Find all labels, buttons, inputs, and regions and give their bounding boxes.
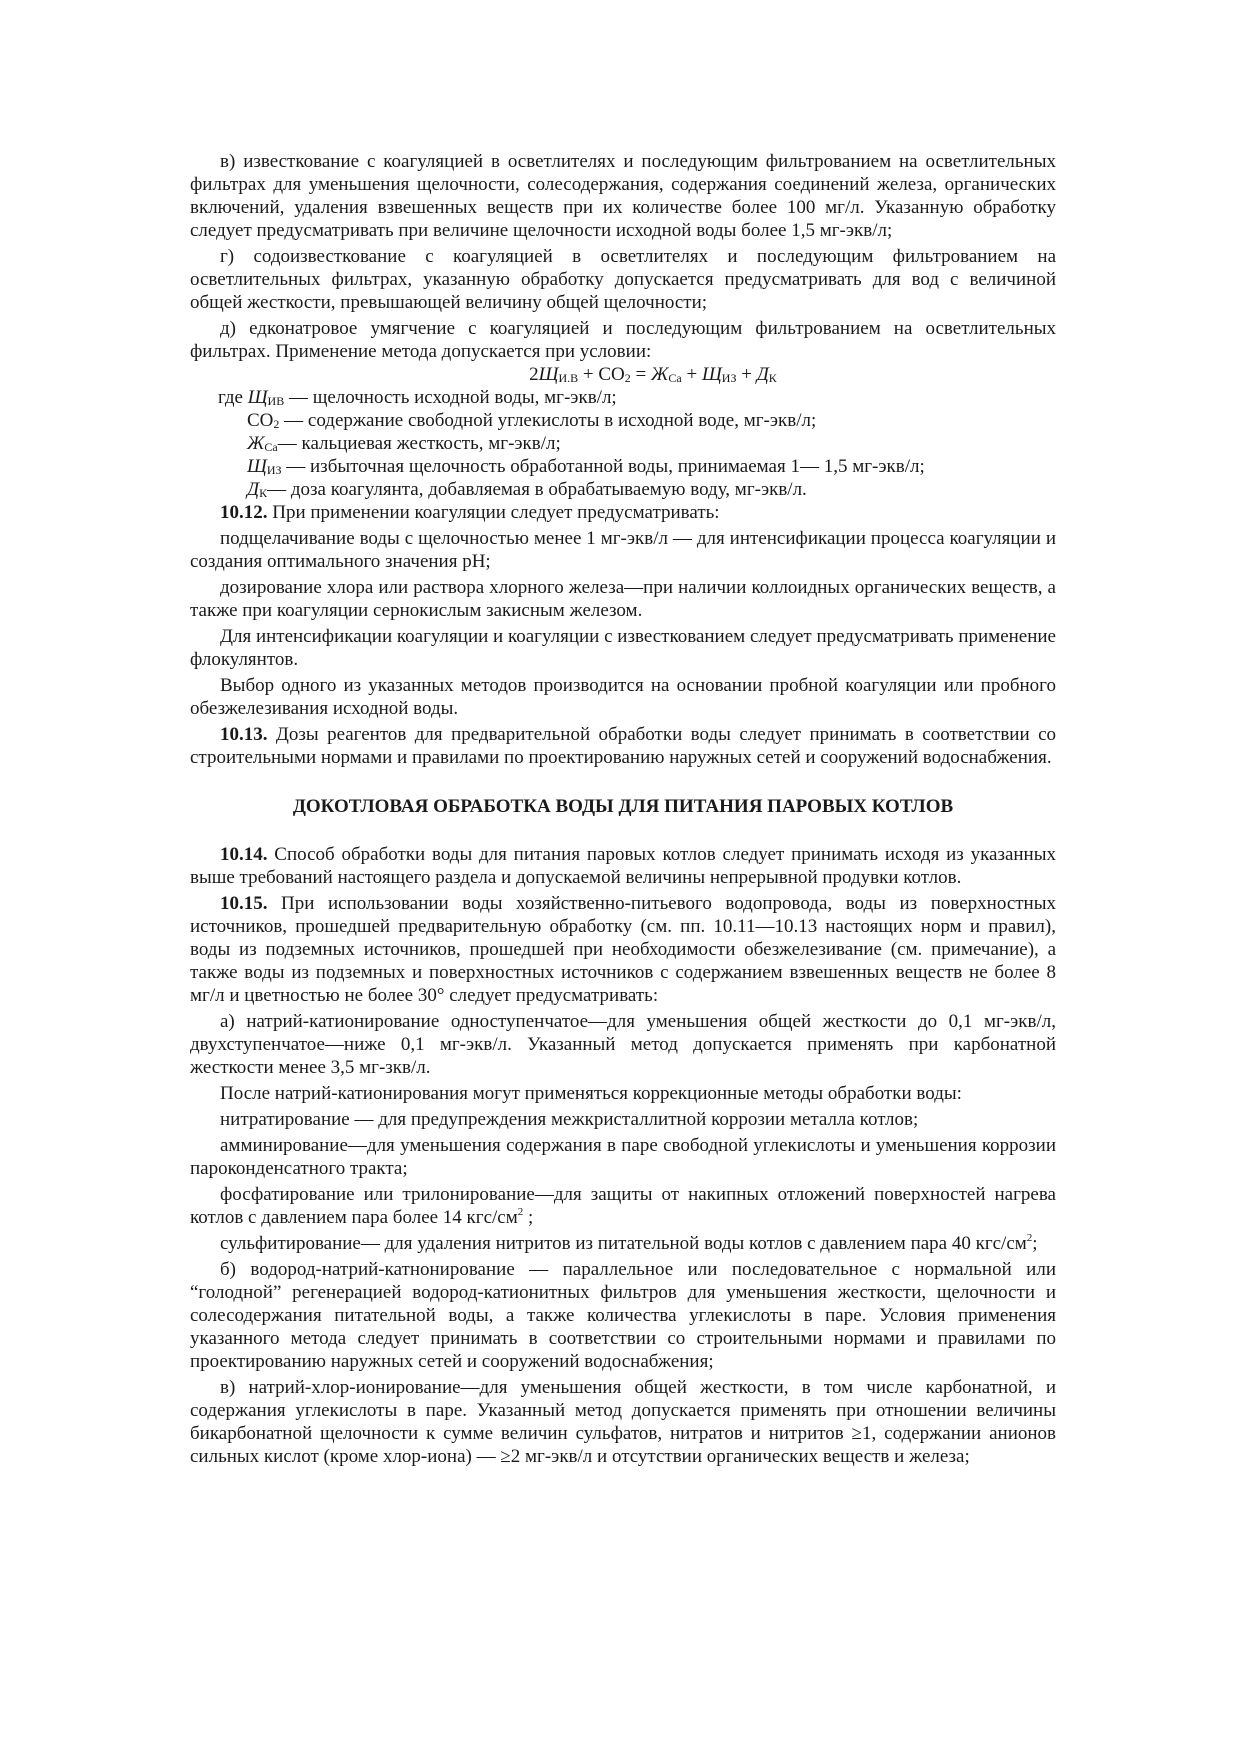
section-number: 10.12. — [220, 502, 268, 523]
definition-co2: $СО_2$ — содержание свободной углекислоты в исходной воде, мг-экв/л; — [247, 410, 817, 431]
definition-excess-alkalinity: $Щ_{ИЗ}$ — избыточная щелочность обработанной воды, принимаемая 1— 1,5 мг-экв/л; — [247, 456, 925, 477]
paragraph-amination: амминирование—для уменьшения содержания в паре свободной углекислоты и уменьшения коррозии пароконденсатного тракта; — [190, 1135, 1056, 1179]
paragraph-flocculants: Для интенсификации коагуляции и коагуляции с известкованием следует предусматривать применение флокулянтов. — [190, 626, 1056, 670]
paragraph-nitration: нитратирование — для предупреждения межкристаллитной коррозии металла котлов; — [220, 1109, 919, 1130]
paragraph-phosphating: фосфатирование или трилонирование—для защиты от накипных отложений поверхностей нагрева котлов с давлением пара более 14 кгс/$см^2$ ; — [190, 1184, 1056, 1228]
paragraph-item-v2: в) натрий-хлор-ионирование—для уменьшения общей жесткости, в том числе карбонатной, и содержания углекислоты в паре. Указанный метод допускается применять при отношении величины бикарбонатной щелочности к сумме величин сульфатов, нитратов и нитритов ≥1, содержании анионов сильных кислот (кроме хлор-иона) — ≥2 мг-экв/л и отсутствии органических веществ и железа; — [190, 1377, 1056, 1467]
paragraph-item-a: а) натрий-катионирование одноступенчатое—для уменьшения общей жесткости до 0,1 мг-экв/л, двухступенчатое—ниже 0,1 мг-экв/л. Указанный метод допускается применять при карбонатной жесткости менее 3,5 мг-зкв/л. — [190, 1011, 1056, 1078]
formula: $2Щ_{И.В} + СО_2 = Ж_{Са} + Щ_{ИЗ} + Д_К$ — [529, 364, 777, 385]
paragraph-chlorine-dosing: дозирование хлора или раствора хлорного железа—при наличии коллоидных органических веществ, а также при коагуляции сернокислым закисным железом. — [190, 577, 1056, 621]
section-10-15: 10.15. При использовании воды хозяйственно-питьевого водопровода, воды из поверхностных источников, прошедшей предварительную обработку (см. пп. 10.11—10.13 настоящих норм и правил), воды из подземных источников, прошедшей при необходимости обезжелезивание (см. примечание), а также воды из подземных и поверхностных источников с содержанием взвешенных веществ не более 8 мг/л и цветностью не более 30° следует предусматривать: — [190, 893, 1056, 1006]
paragraph-after-cationing: После натрий-катионирования могут применяться коррекционные методы обработки воды: — [220, 1083, 962, 1104]
paragraph-item-v: в) известкование с коагуляцией в осветлителях и последующим фильтрованием на осветлительных фильтрах для уменьшения щелочности, солесодержания, содержания соединений железа, органических включений, удаления взвешенных веществ при их количестве более 100 мг/л. Указанную обработку следует предусматривать при величине щелочности исходной воды более 1,5 мг-экв/л; — [190, 151, 1056, 241]
section-10-12: 10.12. При применении коагуляции следует предусматривать: — [220, 502, 720, 523]
paragraph-method-choice: Выбор одного из указанных методов производится на основании пробной коагуляции или пробного обезжелезивания исходной воды. — [190, 675, 1056, 719]
paragraph-item-g: г) содоизвесткование с коагуляцией в осветлителях и последующим фильтрованием на осветлительных фильтрах, указанную обработку допускается предусматривать для вод с величиной общей жесткости, превышающей величину общей щелочности; — [190, 246, 1056, 313]
definition-calcium-hardness: $Ж_{Са}—$ кальциевая жесткость, мг-экв/л; — [247, 433, 561, 454]
section-heading: ДОКОТЛОВАЯ ОБРАБОТКА ВОДЫ ДЛЯ ПИТАНИЯ ПАРОВЫХ КОТЛОВ — [292, 796, 954, 817]
paragraph-sulfitation: сульфитирование— для удаления нитритов из питательной воды котлов с давлением пара 40 кгс/$см^2$; — [220, 1232, 1038, 1254]
paragraph-item-d: д) едконатровое умягчение с коагуляцией и последующим фильтрованием на осветлительных фильтрах. Применение метода допускается при условии: — [190, 318, 1056, 362]
definition-alkalinity-source: где $Щ_{ИВ}$ — щелочность исходной воды, мг-экв/л; — [218, 387, 617, 408]
section-10-14: 10.14. Способ обработки воды для питания паровых котлов следует принимать исходя из указанных выше требований настоящего раздела и допускаемой величины непрерывной продувки котлов. — [190, 844, 1056, 888]
document-page — [190, 150, 1056, 1468]
paragraph-alkalization: подщелачивание воды с щелочностью менее 1 мг-экв/л — для интенсификации процесса коагуляции и создания оптимального значения рН; — [190, 528, 1056, 572]
definition-coagulant-dose: $Д_К—$ доза коагулянта, добавляемая в обрабатываемую воду, мг-экв/л. — [247, 479, 807, 500]
section-number: 10.13. — [220, 724, 268, 745]
section-10-13: 10.13. Дозы реагентов для предварительной обработки воды следует принимать в соответствии со строительными нормами и правилами по проектированию наружных сетей и сооружений водоснабжения. — [190, 724, 1056, 768]
paragraph-item-b: б) водород-натрий-катнонирование — параллельное или последовательное с нормальной или “голодной” регенерацией водород-катионитных фильтров для уменьшения жесткости, щелочности и солесодержания питательной воды, а также количества углекислоты в паре. Условия применения указанного метода следует принимать в соответствии со строительными нормами и правилами по проектированию наружных сетей и сооружений водоснабжения; — [190, 1259, 1056, 1372]
section-number: 10.14. — [220, 844, 268, 865]
section-number: 10.15. — [220, 893, 268, 914]
